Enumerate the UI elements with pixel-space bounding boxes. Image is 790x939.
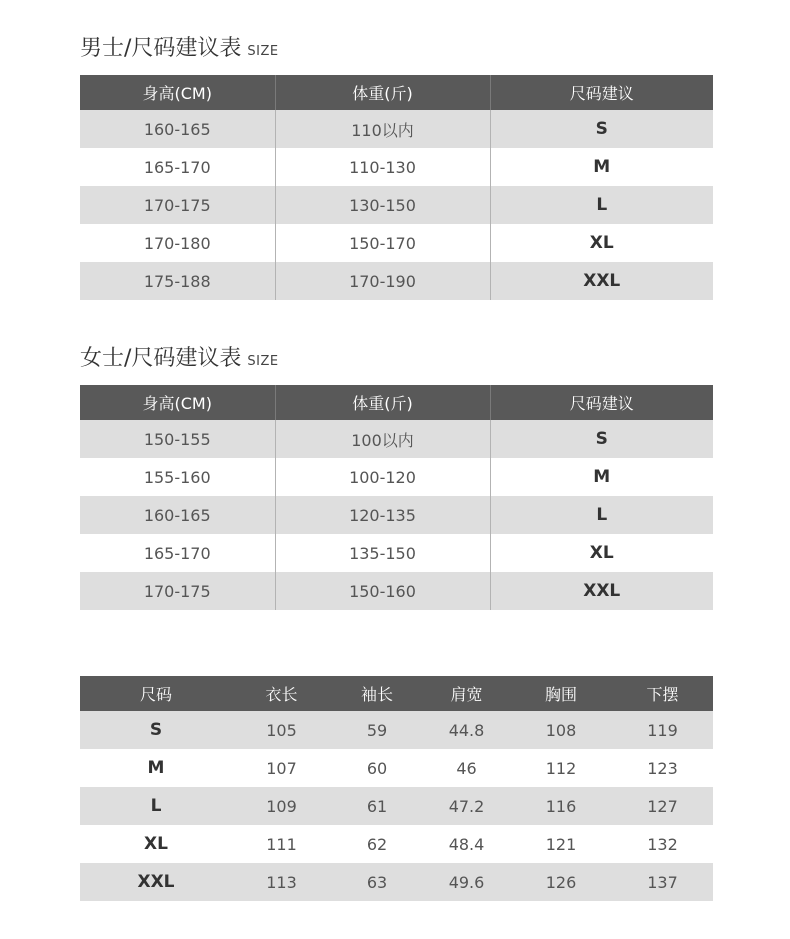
- length-cell: 107: [232, 749, 331, 787]
- column-header-sleeve: 袖长: [331, 676, 423, 711]
- height-cell: 155-160: [80, 458, 275, 496]
- size-cell: XL: [490, 224, 713, 262]
- weight-cell: 150-170: [275, 224, 490, 262]
- height-cell: 170-175: [80, 572, 275, 610]
- size-cell: S: [80, 711, 232, 749]
- table-row: [80, 496, 713, 534]
- weight-cell: 100以内: [275, 420, 490, 458]
- women-size-table: [80, 385, 713, 610]
- size-cell: L: [490, 496, 713, 534]
- table-row: [80, 711, 713, 749]
- column-header-height: 身高(CM): [80, 75, 275, 110]
- size-cell: L: [490, 186, 713, 224]
- shoulder-cell: 46: [423, 749, 510, 787]
- table-row: [80, 863, 713, 901]
- column-header-hem: 下摆: [612, 676, 713, 711]
- table-row: [80, 262, 713, 300]
- size-cell: XL: [490, 534, 713, 572]
- table-row: [80, 787, 713, 825]
- size-cell: M: [490, 148, 713, 186]
- column-header-shoulder: 肩宽: [423, 676, 510, 711]
- sleeve-cell: 60: [331, 749, 423, 787]
- length-cell: 109: [232, 787, 331, 825]
- height-cell: 165-170: [80, 148, 275, 186]
- women-title-text: 女士/尺码建议表: [80, 346, 242, 371]
- height-cell: 160-165: [80, 110, 275, 148]
- height-cell: 175-188: [80, 262, 275, 300]
- size-cell: XXL: [80, 863, 232, 901]
- table-row: [80, 534, 713, 572]
- weight-cell: 150-160: [275, 572, 490, 610]
- men-title-subtitle: SIZE: [247, 44, 279, 59]
- weight-cell: 110以内: [275, 110, 490, 148]
- size-cell: L: [80, 787, 232, 825]
- sleeve-cell: 61: [331, 787, 423, 825]
- table-row: [80, 110, 713, 148]
- hem-cell: 132: [612, 825, 713, 863]
- height-cell: 170-180: [80, 224, 275, 262]
- hem-cell: 123: [612, 749, 713, 787]
- size-cell: S: [490, 420, 713, 458]
- women-size-title: [80, 346, 279, 375]
- height-cell: 160-165: [80, 496, 275, 534]
- column-header-weight: 体重(斤): [275, 385, 490, 420]
- table-row: [80, 420, 713, 458]
- weight-cell: 135-150: [275, 534, 490, 572]
- column-header-size: 尺码建议: [490, 75, 713, 110]
- weight-cell: 110-130: [275, 148, 490, 186]
- chest-cell: 116: [510, 787, 612, 825]
- hem-cell: 137: [612, 863, 713, 901]
- height-cell: 150-155: [80, 420, 275, 458]
- men-size-table: [80, 75, 713, 300]
- weight-cell: 170-190: [275, 262, 490, 300]
- hem-cell: 119: [612, 711, 713, 749]
- table-row: [80, 186, 713, 224]
- shoulder-cell: 44.8: [423, 711, 510, 749]
- column-header-chest: 胸围: [510, 676, 612, 711]
- table-row: [80, 224, 713, 262]
- table-row: [80, 825, 713, 863]
- chest-cell: 126: [510, 863, 612, 901]
- column-header-length: 衣长: [232, 676, 331, 711]
- table-row: [80, 148, 713, 186]
- column-header-size: 尺码: [80, 676, 232, 711]
- chest-cell: 112: [510, 749, 612, 787]
- men-size-title: [80, 36, 279, 65]
- garment-measurement-table: [80, 676, 713, 901]
- chest-cell: 121: [510, 825, 612, 863]
- weight-cell: 130-150: [275, 186, 490, 224]
- sleeve-cell: 62: [331, 825, 423, 863]
- size-cell: M: [490, 458, 713, 496]
- table-header-row: [80, 75, 713, 110]
- weight-cell: 120-135: [275, 496, 490, 534]
- chest-cell: 108: [510, 711, 612, 749]
- sleeve-cell: 63: [331, 863, 423, 901]
- shoulder-cell: 48.4: [423, 825, 510, 863]
- column-header-size: 尺码建议: [490, 385, 713, 420]
- size-cell: XXL: [490, 572, 713, 610]
- shoulder-cell: 49.6: [423, 863, 510, 901]
- table-header-row: [80, 385, 713, 420]
- hem-cell: 127: [612, 787, 713, 825]
- height-cell: 170-175: [80, 186, 275, 224]
- table-row: [80, 458, 713, 496]
- weight-cell: 100-120: [275, 458, 490, 496]
- height-cell: 165-170: [80, 534, 275, 572]
- length-cell: 105: [232, 711, 331, 749]
- size-cell: XL: [80, 825, 232, 863]
- shoulder-cell: 47.2: [423, 787, 510, 825]
- women-title-subtitle: SIZE: [247, 354, 279, 369]
- column-header-height: 身高(CM): [80, 385, 275, 420]
- sleeve-cell: 59: [331, 711, 423, 749]
- length-cell: 113: [232, 863, 331, 901]
- size-cell: XXL: [490, 262, 713, 300]
- size-cell: S: [490, 110, 713, 148]
- table-row: [80, 572, 713, 610]
- table-header-row: [80, 676, 713, 711]
- table-row: [80, 749, 713, 787]
- column-header-weight: 体重(斤): [275, 75, 490, 110]
- men-title-text: 男士/尺码建议表: [80, 36, 242, 61]
- size-cell: M: [80, 749, 232, 787]
- length-cell: 111: [232, 825, 331, 863]
